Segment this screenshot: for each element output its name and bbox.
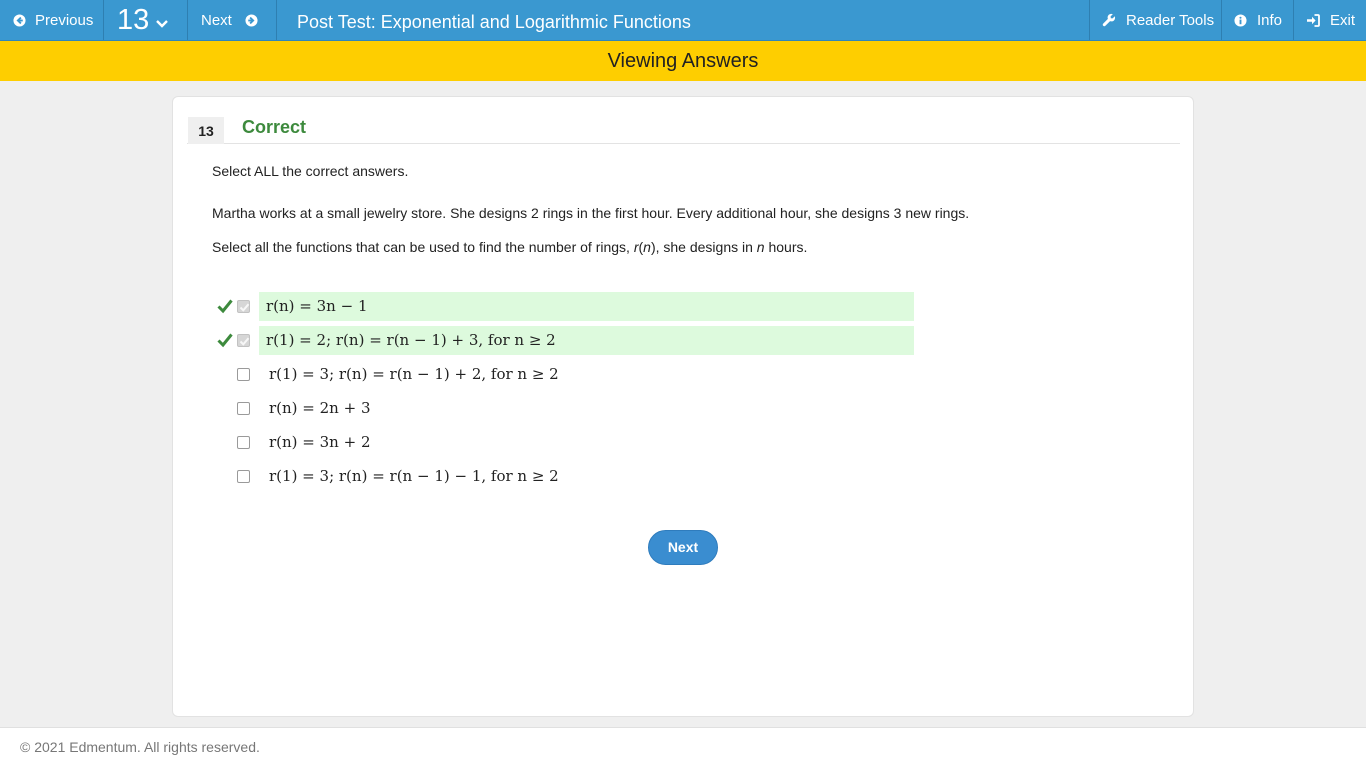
question-number-dropdown[interactable] [104,0,187,40]
question-number: 13 [117,3,150,36]
instruction-text: Select ALL the correct answers. [212,163,409,179]
prompt-var-n: n [643,239,651,255]
answer-status: Correct [242,117,307,137]
correct-check-icon [217,298,233,314]
prompt-text: ), she designs in [650,239,757,255]
top-nav-bar [0,0,1366,41]
previous-button[interactable] [0,0,103,40]
sign-in-icon [1306,14,1320,27]
prompt-text: hours. [764,239,808,255]
exit-button[interactable] [1294,0,1366,40]
prompt-var-n: n [756,239,765,255]
next-label: Next [201,11,232,29]
question-number-badge: 13 [188,117,224,144]
prompt-var-r: r [633,239,639,255]
question-stem: Martha works at a small jewelry store. She designs 2 rings in the first hour. Every additional hour, she designs 3 new rings. [212,205,970,221]
exit-label: Exit [1330,11,1356,29]
correct-check-icon [217,332,233,348]
test-title: Post Test: Exponential and Logarithmic Functions [297,12,691,32]
question-header [187,114,1180,144]
answer-checkbox[interactable] [237,300,250,313]
wrench-icon [1102,13,1116,27]
answer-checkbox[interactable] [237,402,250,415]
arrow-right-circle-icon [245,14,258,27]
question-card [172,96,1194,717]
viewing-answers-banner: Viewing Answers [0,41,1366,81]
info-circle-icon [1234,14,1247,27]
answer-text: r(1) = 2; r(n) = r(n − 1) + 3, for n ≥ 2 [259,326,914,355]
question-prompt [212,239,807,255]
arrow-left-circle-icon [13,14,26,27]
previous-label: Previous [35,11,94,29]
copyright-text: © 2021 Edmentum. All rights reserved. [20,739,260,755]
answer-option[interactable] [217,292,915,321]
info-label: Info [1257,11,1283,29]
reader-tools-label: Reader Tools [1126,11,1215,29]
answer-text: r(1) = 3; r(n) = r(n − 1) + 2, for n ≥ 2 [269,365,559,383]
prompt-text: Select all the functions that can be used to find the number of rings, [212,239,634,255]
answer-checkbox[interactable] [237,470,250,483]
prompt-paren: ( [638,239,644,255]
answer-option[interactable] [217,360,915,389]
answer-text: r(n) = 2n + 3 [269,399,371,417]
footer [0,727,1366,768]
answer-checkbox[interactable] [237,368,250,381]
divider [276,0,277,40]
answer-option[interactable] [217,394,915,423]
answer-checkbox[interactable] [237,436,250,449]
answer-text: r(n) = 3n − 1 [259,292,914,321]
next-question-button[interactable] [188,0,276,40]
reader-tools-button[interactable] [1089,0,1221,40]
answer-text: r(n) = 3n + 2 [269,433,371,451]
answer-option[interactable] [217,462,915,491]
info-button[interactable] [1222,0,1293,40]
answer-checkbox[interactable] [237,334,250,347]
next-button[interactable]: Next [648,530,718,565]
answer-option[interactable] [217,326,915,355]
chevron-down-icon [155,19,169,29]
answer-text: r(1) = 3; r(n) = r(n − 1) − 1, for n ≥ 2 [269,467,559,485]
answer-option[interactable] [217,428,915,457]
